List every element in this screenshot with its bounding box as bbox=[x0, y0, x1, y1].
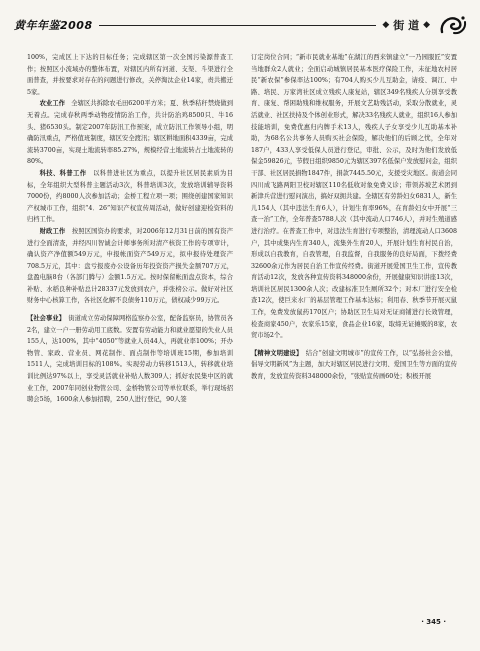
paragraph-text: 全辖区共拆除农毛田6200平方米；夏、秋季秸秆禁烧做到无着点。完成春秋两季动物疫情防治工作，共计防治鸡8500只、牛16头、猪6530头。制定2007年防汛工作预案，成立防汛工作领导小组，明确防汛重点，严格值班制度，辖区安全渡汛；辖区耕地面积4339亩，完成流转3700亩，实现土地流转率85.27%，规模经营土地流转占土地流转的80%。 bbox=[27, 100, 234, 166]
paragraph bbox=[27, 52, 233, 98]
page-header bbox=[14, 14, 468, 36]
diamond-icon: ◆ bbox=[382, 20, 390, 30]
paragraph bbox=[27, 226, 233, 307]
paragraph-heading: 科技、科普工作 bbox=[39, 169, 87, 177]
paragraph-text: 以科普进社区为重点，以提升社区居民素质为目标，全年组织大型科普主题活动3次，科普培训3次，发放培训辅导资料7000份，约8000人次参加活动；金桥工程立项一项；围绕创建国家知识产权城市工作，组织“4．26”知识产权宣传周活动，做好创建迎检资料的归档工作。 bbox=[27, 169, 234, 224]
yearbook-title: 黄年年鉴2008 bbox=[14, 19, 93, 32]
right-column bbox=[251, 52, 457, 632]
paragraph-text: 100%，完成区上下达的目标任务；完成辖区第一次全国污染源普查工作；按照区小流域办的整体布置，对辖区内所有河道、支渠、斗渠进行全面普查，并按要求对存在的问题进行修改，关停淘汰企业14家，责共搬迁5家。 bbox=[27, 54, 233, 96]
paragraph bbox=[27, 98, 233, 168]
paragraph-text: 结合“创建文明城市”的宣传工作，以“弘扬社会公德，倡导文明新风”为主题，加大对辖区居民进行文明、爱国卫生等方面的宣传教育，发放宣传资料348000余份，“张贴宣传画60处；积极开展 bbox=[251, 349, 457, 381]
section-heading: 【精神文明建设】 bbox=[251, 349, 300, 357]
paragraph-text: 街道成立劳动保障网格监察办公室，配备监察员，协管员各2名，建立一户一册劳动用工底数。安置有劳动能力和就业愿望的失业人员155人，达100%，其中“4050”等就业人员44人，再就业率100%；开办物管、家政、营业员、网花制作、面点制作等培训班15期，参加培训1511人，完成培训目标的108%。实现劳动力转移1513人，转移就业培训比例达97%以上，享受灵活就业补贴人数309人；抓好农民集中区的就业工作，2007年同创业物管公司、金桥物管公司等单位联系，举行现场招聘会5场，1600余人参加招聘，250人进行登记，90人签 bbox=[27, 315, 234, 404]
diamond-icon: ◆ bbox=[423, 20, 430, 30]
swirl-logo-icon bbox=[438, 14, 468, 36]
section-label bbox=[382, 17, 430, 33]
section-heading: 【社会事业】 bbox=[27, 315, 62, 323]
header-rule-left bbox=[99, 25, 377, 26]
paragraph-text: 订定岗位合同；“新市民就业基地”在湖江的西来镇建立“一乃园服匠”安置当地群众2人就业；全面启动城镇居民基本医疗保险工作，未征地农村居民“新农保”参保率达100%；有704人购买少儿互助金，请疫、调江、中路、培民、万家湾社区成立残疾人康复站，辖区349名残疾人分别享受教育、康复、帮困助残和维权服务，开展文艺助残活动，采取分散就业，灵活就业、社区扶持及个体创业形式，解决33名残疾人就业，组织16人参加技能培训，免费优惠归内牌手术13人，残疾人子女享受少儿互助基本补助，为68名公共事务人员购买社会保险，解决他们的后顾之忧，全年对187户，433人享受低保人员进行登记，审批、公示，及时为他们发放低保金59826元，节假日组织9850元为辖区397名低保户发放慰问金，组织干部、社区居民捐物1847件，捐款7445.50元，支援受灾地区。街道会同四川成飞路两阳卫校对辖区110名低收对象免费义诊；带领苏坡艺术团到新津兵营进行慰问演出，搞好双拥共建。全辖区有劳龄妇女6831人，新生儿154人（其中违法生育6人），计划生育率96%，在育龄妇女中开展“三查一治”工作，全年普查5788人次（其中流动人口746人），并对生殖道感进行治疗。在普查工作中，对违法生育进行专项整治，清理流动人口3608户，其中成集内生育340人，流集外生育20人，开展计划生育村民自治，形成以自我教育，自我管理，自我监督，自我服务的良好局面，下拨经费32600余元作为居民自治工作宣传经费。街道开展爱国卫生工作，宣传教育活动12次，发放各种宣传资料348000余份，开展健康知识讲座13次，培训社区居民1300余人次；改建标准卫生厕所32个；对本厂进行安全检查12次，使巨来水厂的基层管理工作基本达标；利用春、秋季节开展灭鼠工作，免费发放鼠药170区户；协助区卫生局对无证商铺进行长效管理，检查商家450户，农家乐15家，食品企业16家，取缔无证摊贩的8家，农贸市场2个。 bbox=[251, 54, 457, 340]
paragraph bbox=[27, 313, 233, 406]
left-column bbox=[27, 52, 233, 632]
paragraph bbox=[27, 168, 233, 226]
paragraph-text: 按照区国资办的要求，对2006年12月31日前的国有资产进行全面清查，并经四川智诚会计师事务所对清产核资工作的专项审计，确认资产净值额549万元，申报帐面资产549万元，拟申报待处理资产708.5万元，其中：盘亏报废办公设备历年投资资产损失金额707万元，盘盈电脑8台（各部门腾与）金额1.5万元。按时保留帐面盘点资本，综合补贴、水稻良种补贴总计28337元发放到农户，并张榜公示。做好对社区财务中心核算工作，各社区化解不良债务110万元，债权减少99万元。 bbox=[27, 227, 234, 305]
paragraph bbox=[251, 348, 457, 383]
paragraph-heading: 财政工作 bbox=[39, 227, 66, 235]
paragraph-heading: 农业工作 bbox=[39, 100, 65, 108]
text-columns bbox=[27, 52, 457, 632]
page-number: · 345 · bbox=[421, 618, 446, 626]
paragraph bbox=[251, 52, 457, 342]
section-title: 街 道 bbox=[393, 19, 420, 32]
